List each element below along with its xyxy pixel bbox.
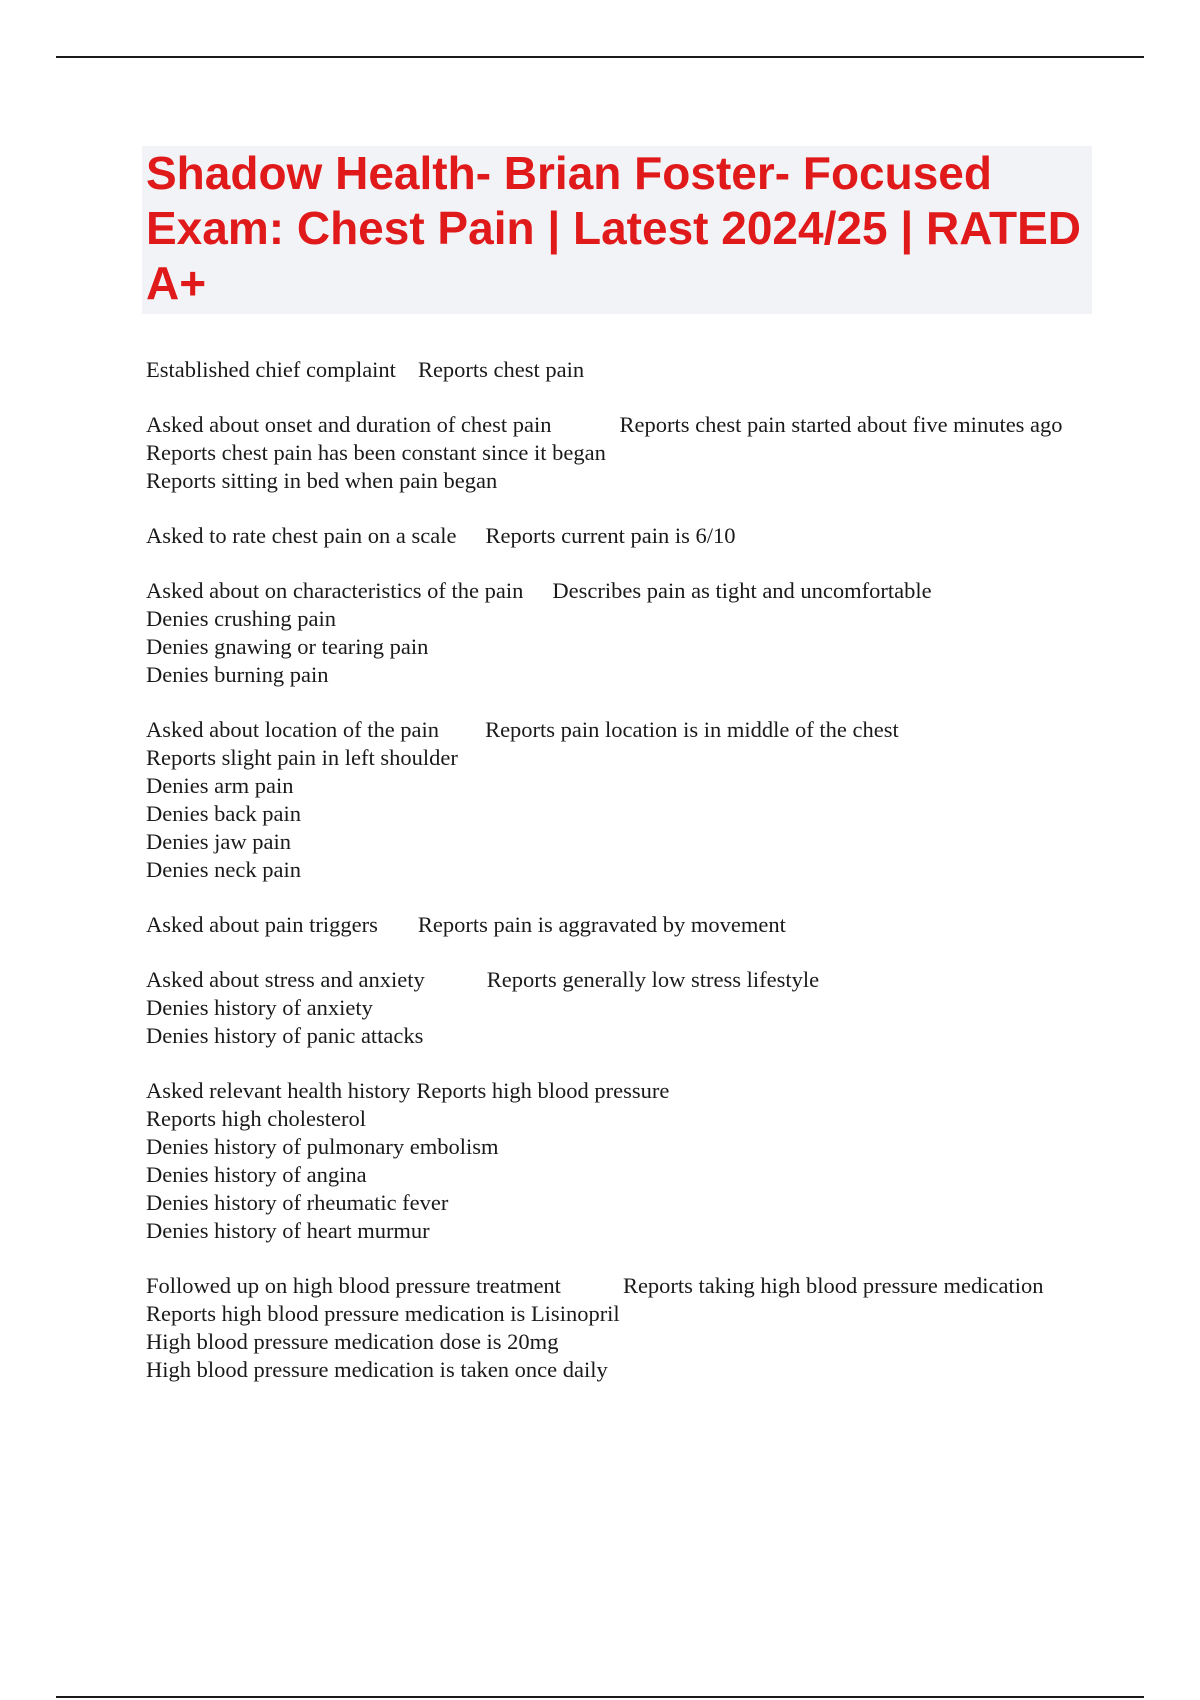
top-rule [56, 56, 1144, 58]
answer-text: Describes pain as tight and uncomfortable [552, 578, 932, 603]
answer-line: Denies history of panic attacks [146, 1023, 424, 1048]
answer-line: Reports slight pain in left shoulder [146, 745, 458, 770]
question-text: Asked about onset and duration of chest pain [146, 412, 552, 437]
answer-line: High blood pressure medication dose is 20mg [146, 1329, 559, 1354]
answer-line: Reports high blood pressure medication is Lisinopril [146, 1301, 620, 1326]
answer-line: Denies history of heart murmur [146, 1218, 430, 1243]
answer-text: Reports current pain is 6/10 [485, 523, 736, 548]
qa-block [146, 911, 1092, 939]
qa-block [146, 1272, 1092, 1384]
question-text: Followed up on high blood pressure treatment [146, 1273, 561, 1298]
answer-line: Reports chest pain has been constant since it began [146, 440, 606, 465]
question-text: Asked about pain triggers [146, 912, 378, 937]
answer-line: Denies history of pulmonary embolism [146, 1134, 499, 1159]
answer-line: Denies burning pain [146, 662, 329, 687]
answer-line: Denies neck pain [146, 857, 301, 882]
document-body [146, 356, 1092, 1411]
answer-text: Reports pain is aggravated by movement [417, 912, 786, 937]
answer-text: Reports high blood pressure [416, 1078, 670, 1103]
question-text: Asked about on characteristics of the pain [146, 578, 524, 603]
question-text: Established chief complaint [146, 357, 396, 382]
answer-line: Reports sitting in bed when pain began [146, 468, 498, 493]
question-text: Asked about stress and anxiety [146, 967, 425, 992]
qa-block [146, 522, 1092, 550]
answer-line: Denies crushing pain [146, 606, 336, 631]
answer-text: Reports chest pain started about five minutes ago [619, 412, 1063, 437]
question-text: Asked about location of the pain [146, 717, 440, 742]
answer-line: Denies jaw pain [146, 829, 291, 854]
qa-block [146, 356, 1092, 384]
answer-line: Reports high cholesterol [146, 1106, 366, 1131]
answer-text: Reports pain location is in middle of the chest [485, 717, 899, 742]
answer-text: Reports generally low stress lifestyle [486, 967, 820, 992]
document-title: Shadow Health- Brian Foster- Focused Exam: Chest Pain | Latest 2024/25 | RATED A+ [146, 147, 1082, 309]
answer-line: Denies history of angina [146, 1162, 367, 1187]
question-text: Asked to rate chest pain on a scale [146, 523, 457, 548]
answer-text: Reports chest pain [417, 357, 585, 382]
answer-line: Denies arm pain [146, 773, 294, 798]
answer-line: Denies back pain [146, 801, 301, 826]
answer-line: High blood pressure medication is taken once daily [146, 1357, 608, 1382]
answer-text: Reports taking high blood pressure medication [622, 1273, 1044, 1298]
qa-block [146, 577, 1092, 689]
qa-block [146, 1077, 1092, 1245]
answer-line: Denies gnawing or tearing pain [146, 634, 429, 659]
question-text: Asked relevant health history [146, 1078, 411, 1103]
answer-line: Denies history of rheumatic fever [146, 1190, 449, 1215]
qa-block [146, 966, 1092, 1050]
qa-block [146, 716, 1092, 884]
qa-block [146, 411, 1092, 495]
bottom-rule [56, 1696, 1144, 1698]
answer-line: Denies history of anxiety [146, 995, 373, 1020]
